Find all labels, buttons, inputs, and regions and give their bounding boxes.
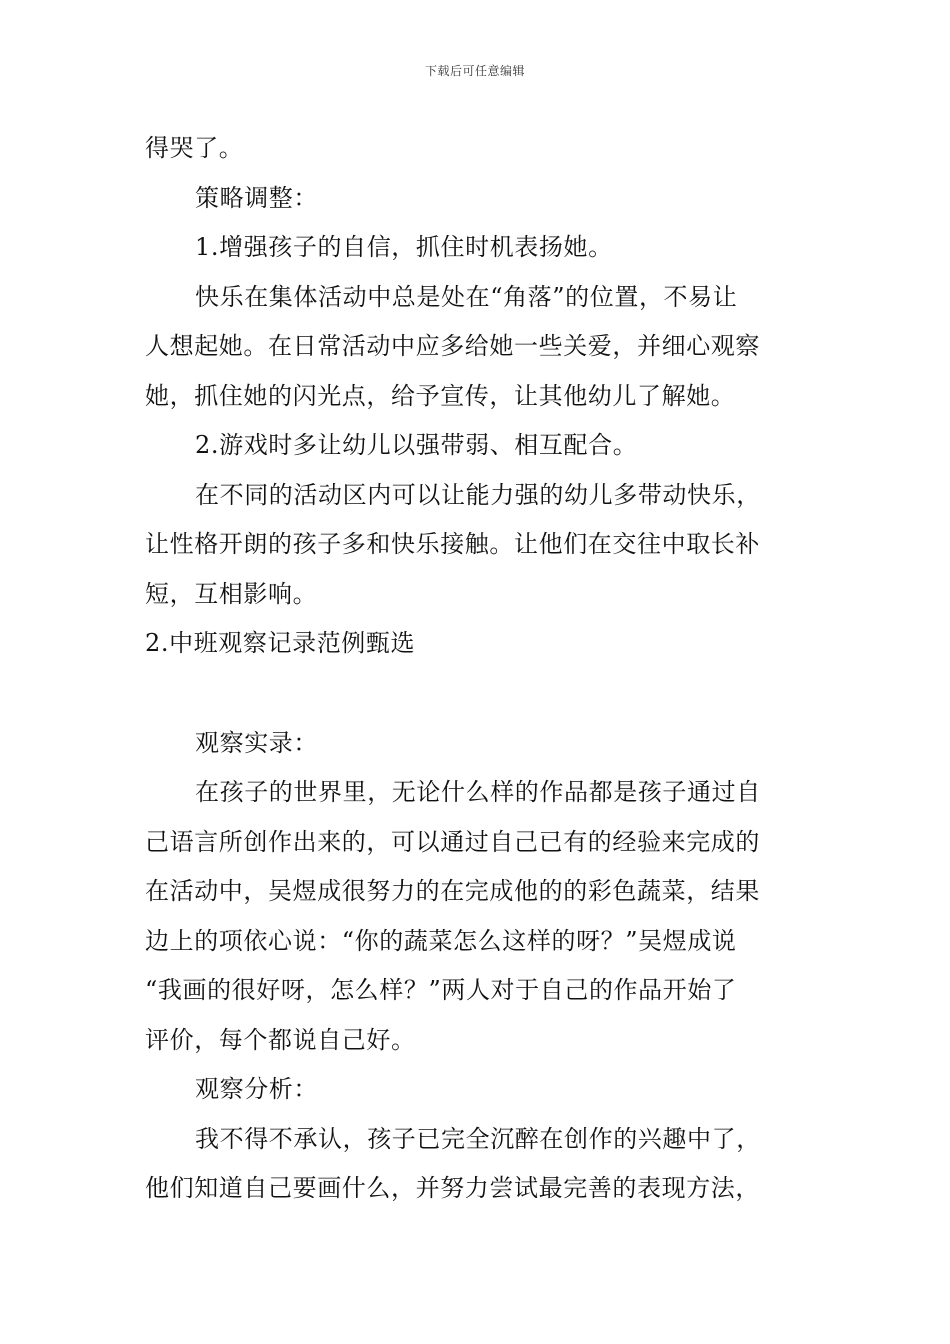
text-line: 快乐在集体活动中总是处在“角落”的位置，不易让 — [195, 282, 738, 311]
text-line: 在活动中，吴煜成很努力的在完成他的的彩色蔬菜，结果 — [145, 877, 760, 905]
text-line: 评价，每个都说自己好。 — [145, 1025, 416, 1054]
section-title: 2.中班观察记录范例甄选 — [145, 629, 416, 657]
text-line: 1.增强孩子的自信，抓住时机表扬她。 — [195, 233, 613, 261]
text-line: “我画的很好呀，怎么样？”两人对于自己的作品开始了 — [145, 976, 737, 1004]
section-heading-observation: 观察实录： — [195, 728, 318, 757]
text-line: 她，抓住她的闪光点，给予宣传，让其他幼儿了解她。 — [145, 381, 736, 410]
text-line: 我不得不承认，孩子已完全沉醉在创作的兴趣中了， — [195, 1124, 761, 1153]
text-line: 在不同的活动区内可以让能力强的幼儿多带动快乐， — [195, 480, 761, 509]
text-line: 在孩子的世界里，无论什么样的作品都是孩子通过自 — [195, 778, 761, 806]
text-line: 2.游戏时多让幼儿以强带弱、相互配合。 — [195, 431, 638, 459]
text-line: 得哭了。 — [145, 134, 244, 162]
section-heading-strategy: 策略调整： — [195, 183, 318, 212]
text-line: 人想起她。在日常活动中应多给她一些关爱，并细心观察 — [145, 332, 760, 360]
text-line: 边上的项依心说：“你的蔬菜怎么这样的呀？”吴煜成说 — [145, 926, 737, 955]
text-line: 己语言所创作出来的，可以通过自己已有的经验来完成的 — [145, 827, 760, 856]
section-heading-analysis: 观察分析： — [195, 1075, 318, 1103]
text-line: 短，互相影响。 — [145, 579, 318, 608]
text-line: 他们知道自己要画什么，并努力尝试最完善的表现方法， — [145, 1174, 760, 1202]
document-body — [145, 124, 815, 1214]
page-header-note: 下载后可任意编辑 — [424, 64, 525, 78]
blank-gap — [145, 669, 815, 719]
text-line: 让性格开朗的孩子多和快乐接触。让他们在交往中取长补 — [145, 530, 760, 558]
